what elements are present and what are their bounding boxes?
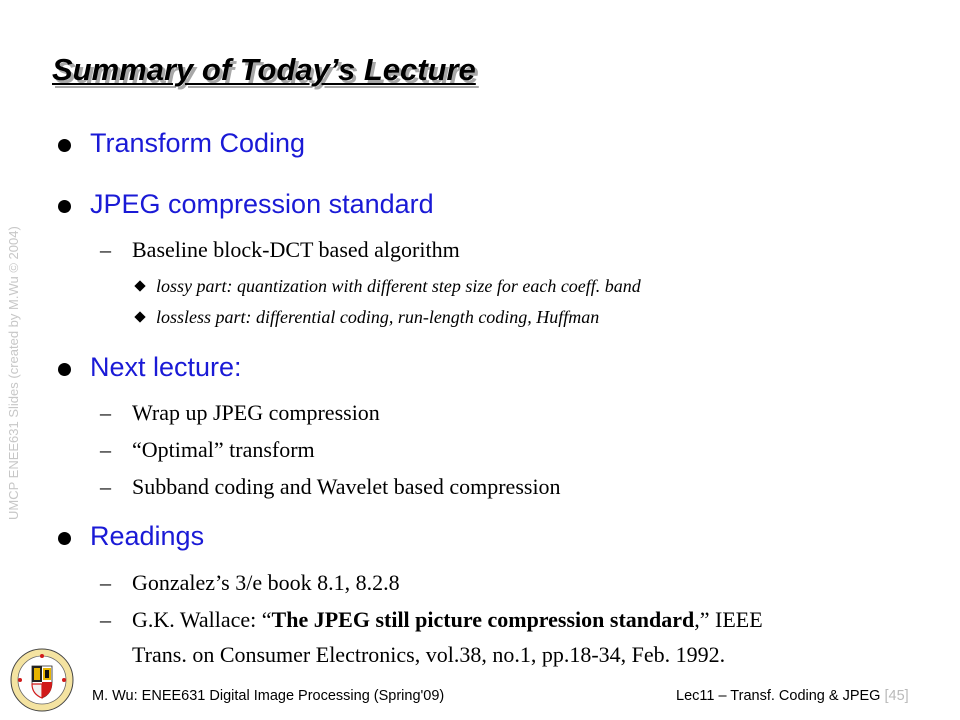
- reference-suffix: ,” IEEE: [694, 607, 763, 632]
- dash-marker: –: [100, 437, 111, 462]
- reference-title: The JPEG still picture compression standard: [271, 607, 695, 632]
- bullet-text: Readings: [90, 521, 205, 551]
- reference-line-1: [132, 607, 763, 633]
- bullet-text: Transform Coding: [90, 128, 306, 158]
- dash-marker: –: [100, 474, 111, 499]
- bullet-dot-icon: [58, 532, 71, 545]
- reference-prefix: G.K. Wallace: “: [132, 607, 272, 632]
- sub-item-text: Gonzalez’s 3/e book 8.1, 8.2.8: [132, 570, 400, 595]
- bullet-dot-icon: [58, 139, 71, 152]
- reference-line-2-text: Trans. on Consumer Electronics, vol.38, no.1, pp.18-34, Feb. 1992.: [132, 642, 726, 667]
- dash-marker: –: [100, 607, 111, 632]
- bullet-dot-icon: [58, 363, 71, 376]
- page-number: [45]: [884, 688, 909, 704]
- footer-course-info: M. Wu: ENEE631 Digital Image Processing (Spring'09): [92, 688, 445, 704]
- footer-lecture-title: Lec11 – Transf. Coding & JPEG: [676, 688, 881, 704]
- dash-marker: –: [100, 237, 111, 262]
- bullet-text: Next lecture:: [90, 352, 242, 382]
- sub-sub-item-text: lossless part: differential coding, run-length coding, Huffman: [156, 307, 600, 327]
- slide-title: Summary of Today’s Lecture: [52, 52, 476, 87]
- dash-marker: –: [100, 570, 111, 595]
- dash-marker: –: [100, 400, 111, 425]
- university-of-maryland-seal-icon: [10, 648, 74, 712]
- bullet-text: JPEG compression standard: [90, 189, 434, 219]
- sub-item-text: Wrap up JPEG compression: [132, 400, 380, 425]
- side-watermark-text: UMCP ENEE631 Slides (created by M.Wu © 2004): [6, 226, 21, 520]
- footer-lecture-info: [676, 688, 909, 704]
- sub-sub-item-text: lossy part: quantization with different step size for each coeff. band: [156, 276, 641, 296]
- sub-item-text: “Optimal” transform: [132, 437, 315, 462]
- diamond-bullet-icon: [134, 280, 145, 291]
- sub-item-text: Baseline block-DCT based algorithm: [132, 237, 460, 262]
- diamond-bullet-icon: [134, 311, 145, 322]
- bullet-dot-icon: [58, 200, 71, 213]
- sub-item-text: Subband coding and Wavelet based compression: [132, 474, 561, 499]
